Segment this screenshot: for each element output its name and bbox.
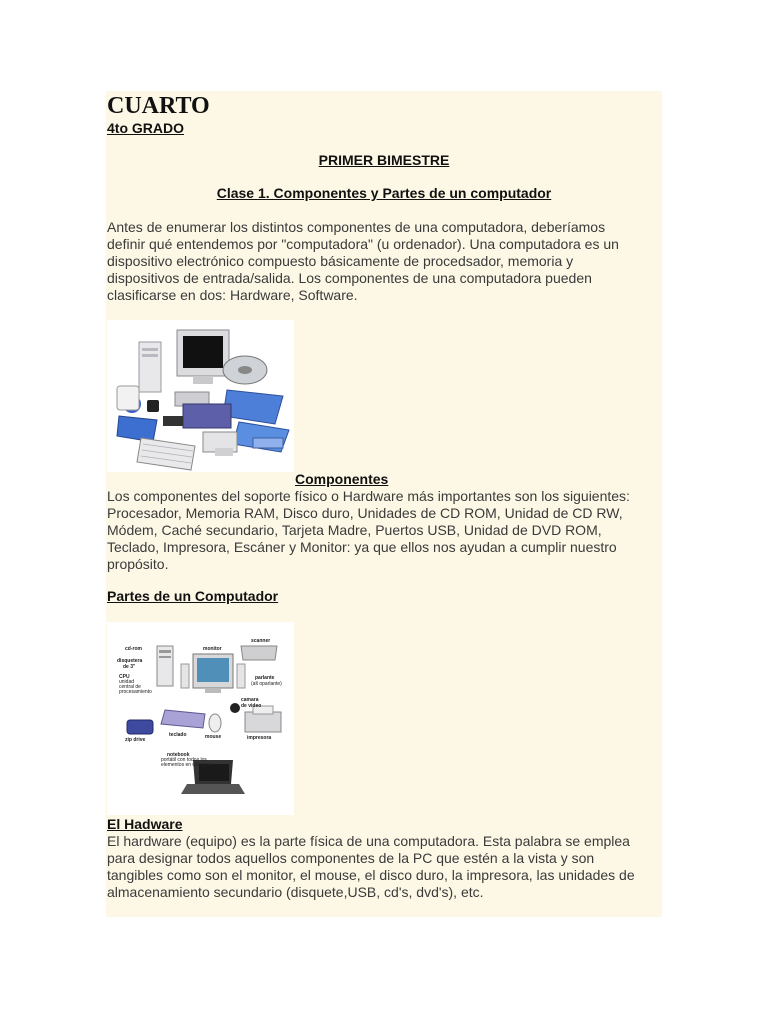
computer-components-image [107, 320, 294, 472]
label-teclado: teclado [169, 732, 187, 738]
componentes-paragraph [107, 488, 657, 573]
componentes-line: propósito. [107, 556, 169, 572]
label-cpu-desc: unidad [119, 679, 135, 685]
partes-heading: Partes de un Computador [107, 588, 279, 604]
computer-collage-illustration [107, 320, 294, 472]
componentes-line: Módem, Caché secundario, Tarjeta Madre, Puertos USB, Unidad de DVD ROM, [107, 522, 602, 538]
intro-line: Antes de enumerar los distintos componentes de una computadora, deberíamos [107, 219, 606, 235]
document-page [106, 91, 662, 917]
label-impresora: impresora [247, 735, 272, 741]
intro-line: dispositivos de entrada/salida. Los componentes de una computadora pueden [107, 270, 592, 286]
hardware-paragraph [107, 833, 657, 901]
label-cpu: CPU [119, 674, 130, 680]
lesson-heading: Clase 1. Componentes y Partes de un computador [216, 185, 552, 201]
label-cd-rom: cd-rom [125, 646, 142, 652]
term-heading: PRIMER BIMESTRE [318, 152, 450, 168]
label-cpu-desc: procesamiento [119, 689, 152, 695]
computer-parts-diagram [107, 622, 294, 815]
intro-line: definir qué entendemos por "computadora" (u ordenador). Una computadora es un [107, 236, 619, 252]
hardware-line: El hardware (equipo) es la parte física de una computadora. Esta palabra se emplea [107, 833, 630, 849]
label-notebook-desc: elementos en uno aqui [161, 762, 212, 768]
label-parlante: parlante [255, 675, 275, 681]
componentes-line: Procesador, Memoria RAM, Disco duro, Unidades de CD ROM, Unidad de CD RW, [107, 505, 623, 521]
componentes-line: Teclado, Impresora, Escáner y Monitor: ya que ellos nos ayudan a cumplir nuestro [107, 539, 617, 555]
label-notebook-desc: portátil con todos los [161, 757, 207, 763]
componentes-heading: Componentes [295, 471, 389, 487]
hardware-line: para designar todos aquellos componentes de la PC que estén a la vista y son [107, 850, 595, 866]
label-camara: camara [241, 697, 259, 703]
intro-line: dispositivo electrónico compuesto básicamente de procedsador, memoria y [107, 253, 574, 269]
label-parlante-desc: (alt oparlante) [251, 681, 282, 687]
label-cpu-desc: central de [119, 684, 141, 690]
hardware-heading: El Hadware [107, 816, 183, 832]
hardware-line: tangibles como son el monitor, el mouse, el disco duro, la impresora, las unidades de [107, 867, 635, 883]
label-notebook: notebook [167, 752, 190, 758]
intro-line: clasificarse en dos: Hardware, Software. [107, 287, 358, 303]
hardware-line: almacenamiento secundario (disquete,USB, cd's, dvd's), etc. [107, 884, 484, 900]
label-scanner: scanner [251, 638, 271, 644]
page-title: CUARTO [107, 93, 210, 119]
label-camara-desc: de video [241, 703, 262, 709]
componentes-line: Los componentes del soporte físico o Hardware más importantes son los siguientes: [107, 488, 630, 504]
label-monitor: monitor [203, 646, 222, 652]
label-disquetera-size: de 3" [123, 664, 136, 670]
label-zip-drive: zip drive [125, 737, 146, 743]
label-disquetera: disquetera [117, 658, 143, 664]
intro-paragraph [107, 219, 657, 304]
grade-heading: 4to GRADO [107, 120, 184, 136]
label-mouse: mouse [205, 734, 222, 740]
